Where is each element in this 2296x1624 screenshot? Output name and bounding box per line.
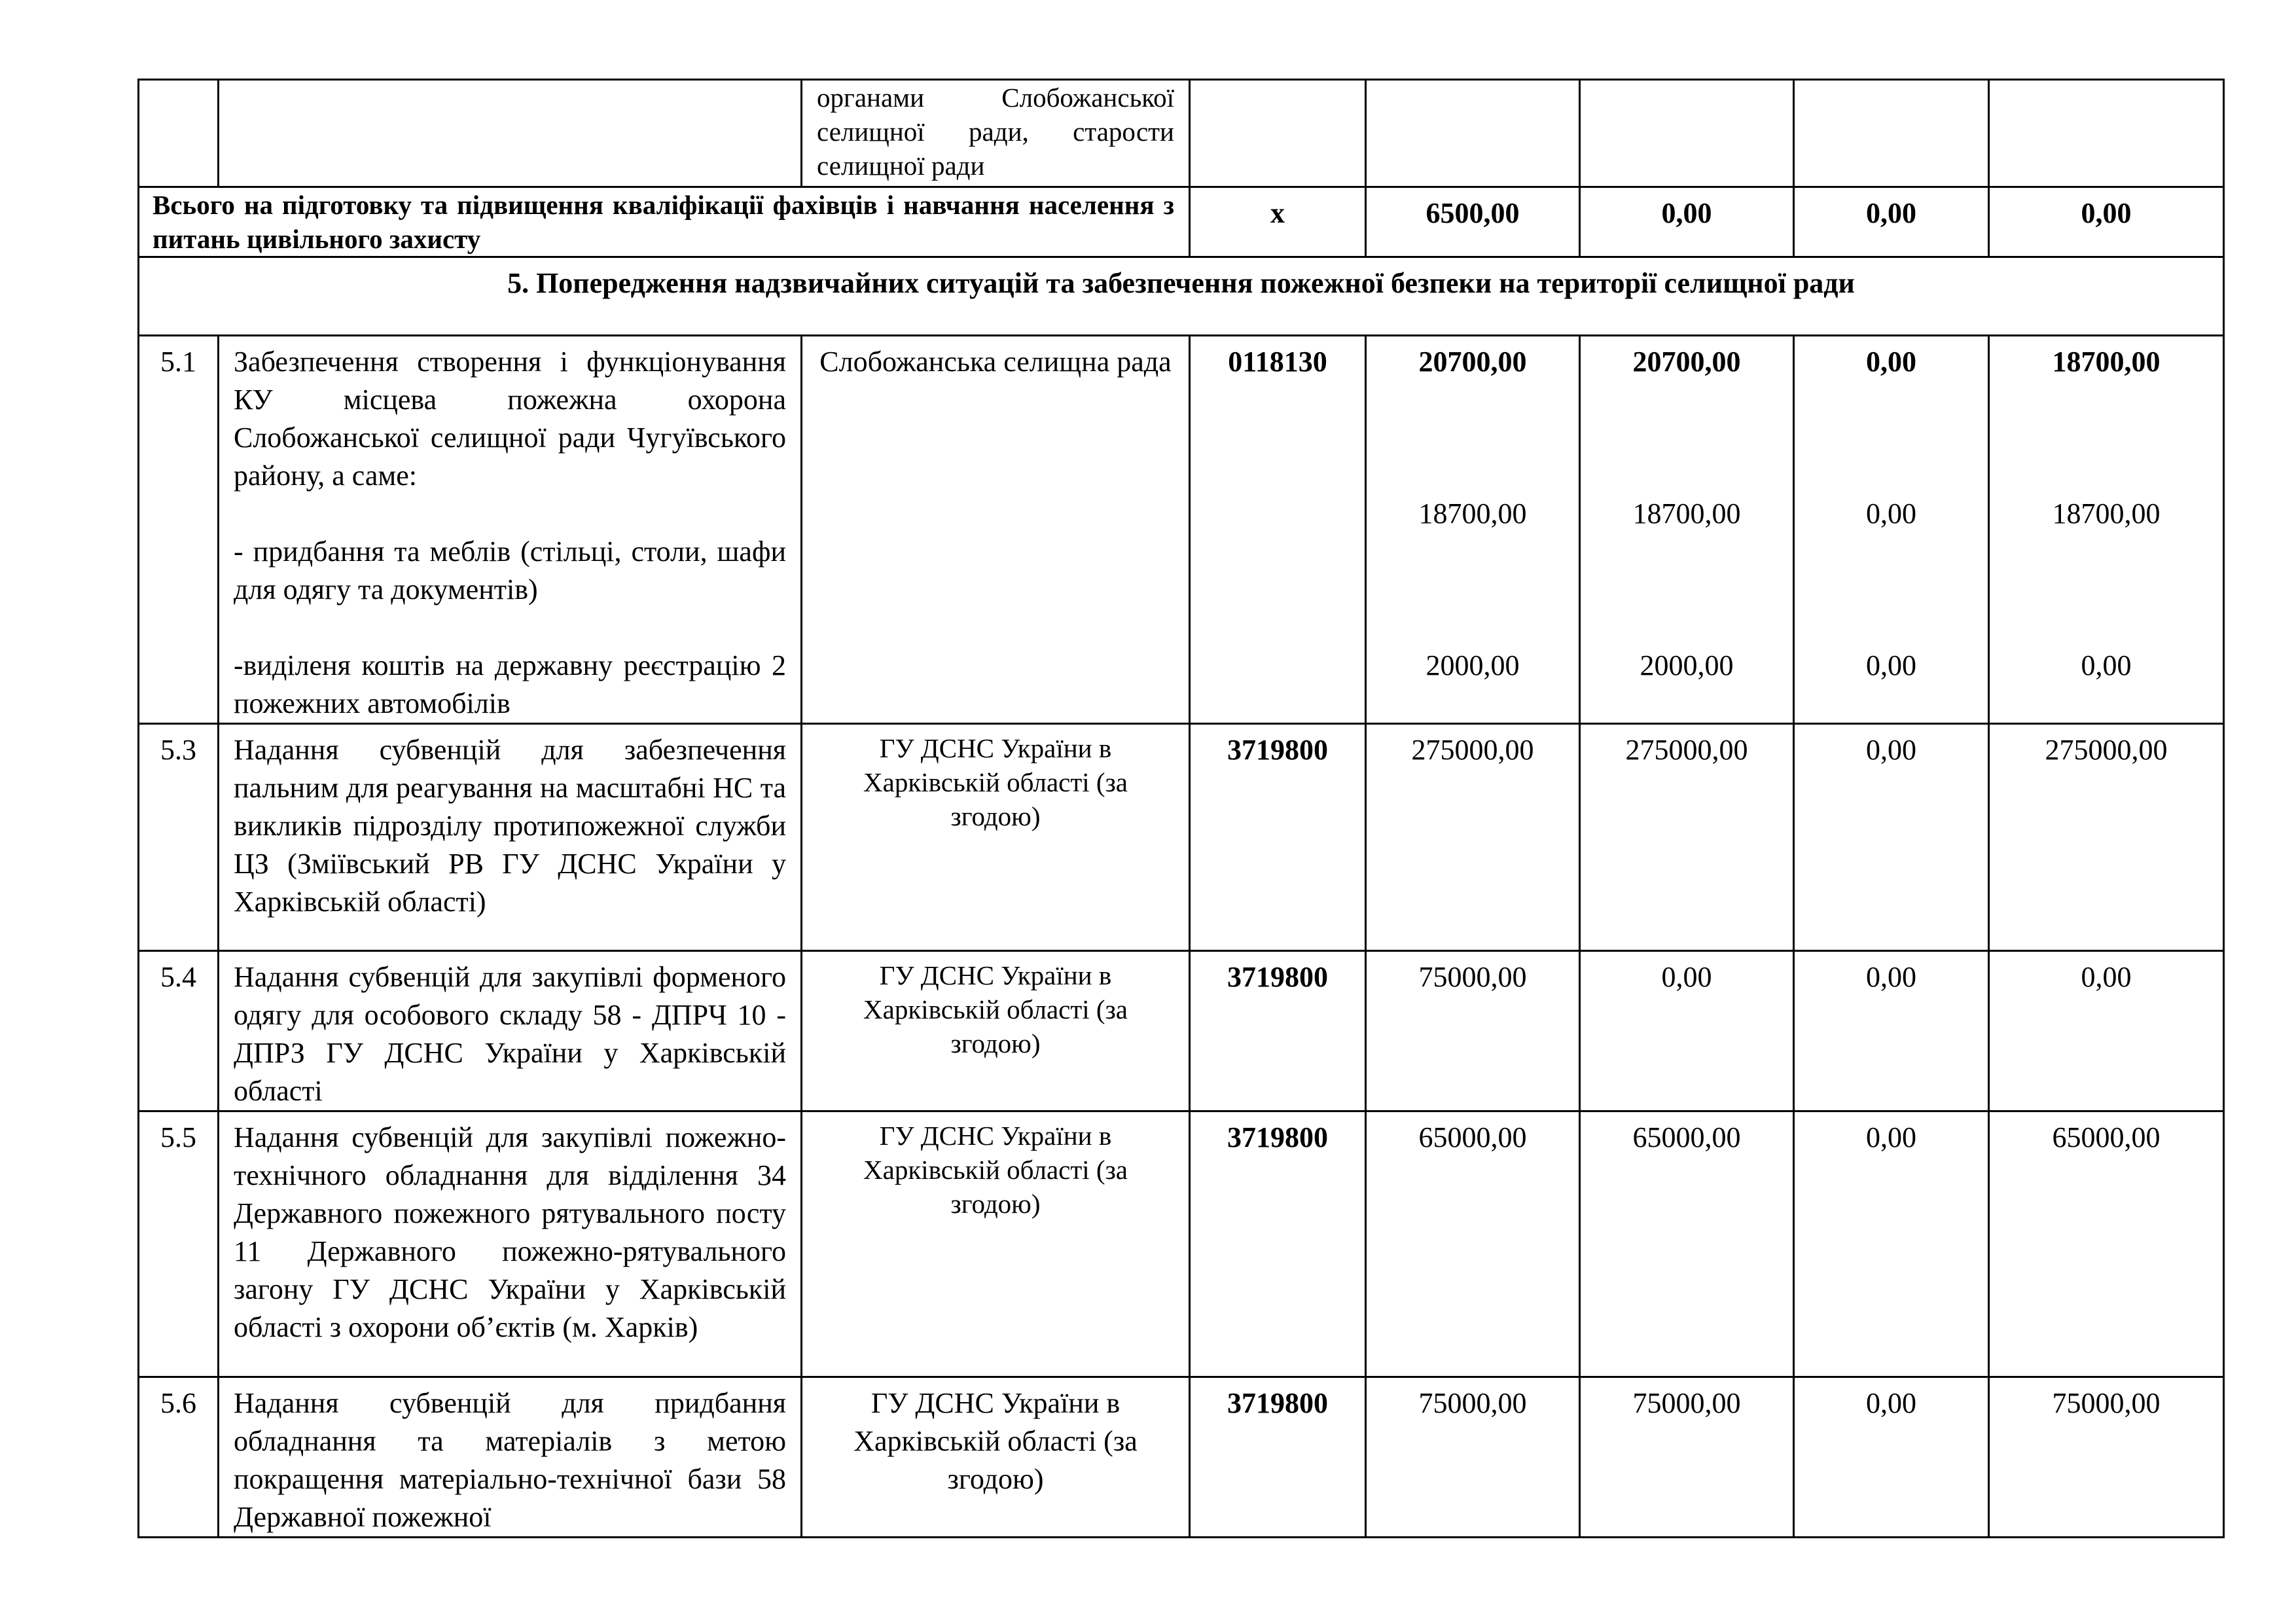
responsible-cell: органами Слобожанської селищної ради, старости селищної ради bbox=[802, 80, 1190, 187]
agency-cell: ГУ ДСНС України в Харківській області (за згодою) bbox=[802, 1111, 1190, 1377]
value-sub: 0,00 bbox=[1866, 649, 1916, 681]
value-sub: 2000,00 bbox=[1426, 649, 1520, 681]
value-cell: 0,00 bbox=[1794, 724, 1989, 951]
row-description: Надання субвенцій для закупівлі пожежно-технічного обладнання для відділення 34 Державного пожежного рятувального посту 11 Державного пожежно-рятувального загону ГУ ДСНС України у Харківській області з охорони об’єктів (м. Харків) bbox=[219, 1111, 802, 1377]
total-value: 0,00 bbox=[1794, 187, 1989, 257]
row-description: Надання субвенцій для забезпечення пальним для реагування на масштабні НС та викликів підрозділу протипожежної служби ЦЗ (Зміївський РВ ГУ ДСНС України у Харківській області) bbox=[219, 724, 802, 951]
description-sub: - придбання та меблів (стільці, столи, шафи для одягу та документів) bbox=[234, 535, 786, 605]
value-sub: 2000,00 bbox=[1640, 649, 1734, 681]
value-cell bbox=[1989, 336, 2224, 724]
value-cell bbox=[1794, 336, 1989, 724]
table-row bbox=[139, 336, 2224, 724]
row-description bbox=[219, 336, 802, 724]
code-cell: 0118130 bbox=[1190, 336, 1366, 724]
value-cell: 275000,00 bbox=[1580, 724, 1794, 951]
description-main: Забезпечення створення і функціонування КУ місцева пожежна охорона Слобожанської селищної ради Чугуївського району, а саме: bbox=[234, 346, 786, 492]
agency-cell: Слобожанська селищна рада bbox=[802, 336, 1190, 724]
value-cell: 275000,00 bbox=[1366, 724, 1580, 951]
section-title: 5. Попередження надзвичайних ситуацій та забезпечення пожежної безпеки на території селищної ради bbox=[139, 257, 2224, 336]
value-total: 20700,00 bbox=[1418, 346, 1527, 378]
value-cell: 75000,00 bbox=[1366, 1377, 1580, 1538]
section-header-row bbox=[139, 257, 2224, 336]
value-sub: 18700,00 bbox=[1418, 497, 1527, 530]
code-cell: 3719800 bbox=[1190, 724, 1366, 951]
value-sub: 0,00 bbox=[1866, 497, 1916, 530]
value-sub: 18700,00 bbox=[1632, 497, 1741, 530]
value-sub: 0,00 bbox=[2081, 649, 2132, 681]
value-total: 0,00 bbox=[1866, 346, 1916, 378]
agency-cell: ГУ ДСНС України в Харківській області (за згодою) bbox=[802, 951, 1190, 1111]
value-cell: 75000,00 bbox=[1366, 951, 1580, 1111]
table-row bbox=[139, 1377, 2224, 1538]
table-row bbox=[139, 724, 2224, 951]
value-total: 18700,00 bbox=[2052, 346, 2161, 378]
value-cell: 0,00 bbox=[1794, 1111, 1989, 1377]
row-number: 5.1 bbox=[139, 336, 219, 724]
value-cell: 0,00 bbox=[1794, 951, 1989, 1111]
value-cell: 65000,00 bbox=[1989, 1111, 2224, 1377]
value-cell: 0,00 bbox=[1794, 1377, 1989, 1538]
agency-cell: ГУ ДСНС України в Харківській області (за згодою) bbox=[802, 1377, 1190, 1538]
agency-cell: ГУ ДСНС України в Харківській області (за згодою) bbox=[802, 724, 1190, 951]
code-cell: 3719800 bbox=[1190, 1111, 1366, 1377]
value-cell: 0,00 bbox=[1580, 951, 1794, 1111]
value-cell bbox=[1366, 336, 1580, 724]
total-row bbox=[139, 187, 2224, 257]
code-cell: 3719800 bbox=[1190, 951, 1366, 1111]
total-code: х bbox=[1190, 187, 1366, 257]
value-cell: 65000,00 bbox=[1580, 1111, 1794, 1377]
value-cell: 75000,00 bbox=[1989, 1377, 2224, 1538]
value-cell: 0,00 bbox=[1989, 951, 2224, 1111]
row-description: Надання субвенцій для придбання обладнання та матеріалів з метою покращення матеріально-технічної бази 58 Державної пожежної bbox=[219, 1377, 802, 1538]
table-row bbox=[139, 1111, 2224, 1377]
row-number: 5.4 bbox=[139, 951, 219, 1111]
table-row bbox=[139, 951, 2224, 1111]
value-total: 20700,00 bbox=[1632, 346, 1741, 378]
value-cell: 65000,00 bbox=[1366, 1111, 1580, 1377]
table-row bbox=[139, 80, 2224, 187]
budget-table bbox=[137, 79, 2225, 1538]
row-number: 5.6 bbox=[139, 1377, 219, 1538]
value-cell bbox=[1580, 336, 1794, 724]
value-sub: 18700,00 bbox=[2052, 497, 2161, 530]
row-description: Надання субвенцій для закупівлі форменого одягу для особового складу 58 - ДПРЧ 10 - ДПРЗ ГУ ДСНС України у Харківській області bbox=[219, 951, 802, 1111]
code-cell: 3719800 bbox=[1190, 1377, 1366, 1538]
total-value: 0,00 bbox=[1580, 187, 1794, 257]
total-label: Всього на підготовку та підвищення кваліфікації фахівців і навчання населення з питань цивільного захисту bbox=[139, 187, 1190, 257]
total-value: 0,00 bbox=[1989, 187, 2224, 257]
value-cell: 275000,00 bbox=[1989, 724, 2224, 951]
row-number: 5.3 bbox=[139, 724, 219, 951]
description-sub: -виділеня коштів на державну реєстрацію 2 пожежних автомобілів bbox=[234, 649, 786, 719]
total-value: 6500,00 bbox=[1366, 187, 1580, 257]
row-number: 5.5 bbox=[139, 1111, 219, 1377]
value-cell: 75000,00 bbox=[1580, 1377, 1794, 1538]
